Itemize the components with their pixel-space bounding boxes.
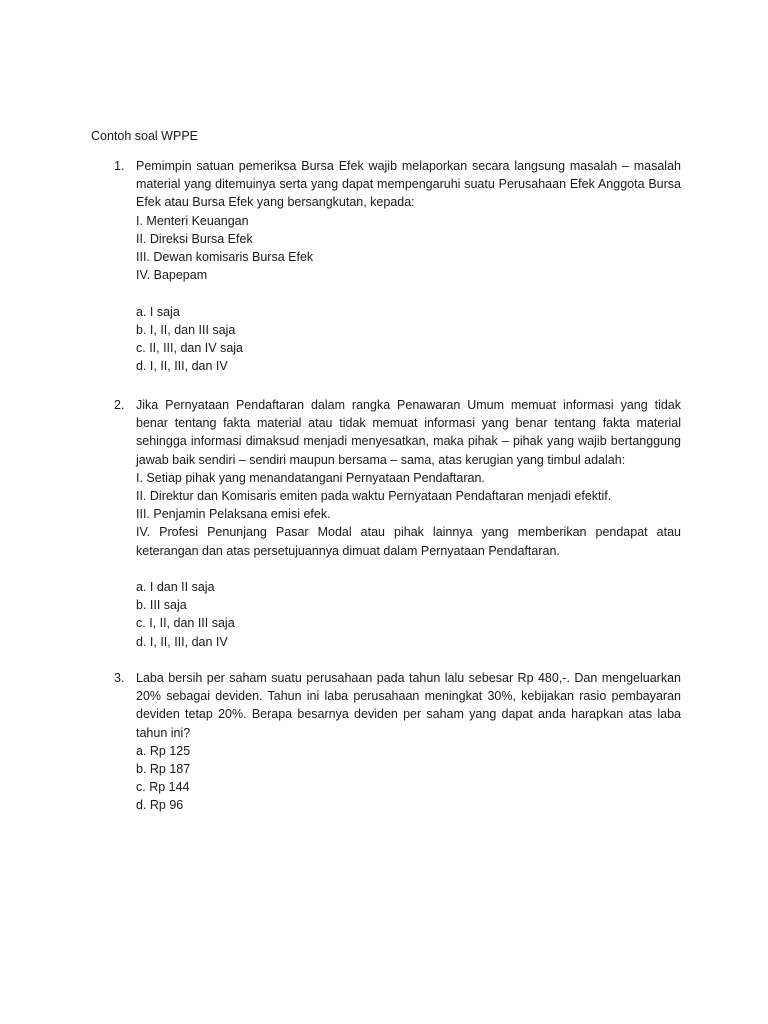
question-number: 2. — [114, 398, 125, 412]
answer-option: a. I saja — [136, 304, 180, 319]
document-title: Contoh soal WPPE — [91, 129, 198, 143]
statement-item: III. Penjamin Pelaksana emisi efek. — [136, 507, 331, 522]
statement-item: II. Direktur dan Komisaris emiten pada waktu Pernyataan Pendaftaran menjadi efektif. — [136, 489, 612, 504]
statement-item: I. Setiap pihak yang menandatangani Pernyataan Pendaftaran. — [136, 470, 485, 485]
question-2 — [91, 396, 681, 651]
answer-option: d. I, II, III, dan IV — [136, 634, 228, 649]
question-body — [136, 157, 681, 375]
question-1 — [91, 157, 681, 375]
question-3 — [91, 669, 681, 815]
answer-option: c. I, II, dan III saja — [136, 616, 235, 631]
question-body — [136, 396, 681, 651]
answer-option: d. I, II, III, dan IV — [136, 359, 228, 374]
answer-option: a. I dan II saja — [136, 580, 215, 595]
answer-option: c. II, III, dan IV saja — [136, 341, 243, 356]
question-text: Pemimpin satuan pemeriksa Bursa Efek wajib melaporkan secara langsung masalah – masalah material yang ditemuinya serta yang dapat mempengaruhi suatu Perusahaan Efek Anggota Bursa Efek atau Bursa Efek yang bersangkutan, kepada: — [136, 159, 681, 210]
answer-option: a. Rp 125 — [136, 743, 191, 758]
statement-item: II. Direksi Bursa Efek — [136, 231, 253, 246]
answer-option: b. III saja — [136, 598, 187, 613]
answer-option: b. I, II, dan III saja — [136, 322, 236, 337]
question-body — [136, 669, 681, 815]
statement-item: IV. Bapepam — [136, 268, 208, 283]
answer-option: c. Rp 144 — [136, 780, 190, 795]
question-number: 3. — [114, 671, 125, 685]
answer-option: d. Rp 96 — [136, 798, 184, 813]
question-number: 1. — [114, 159, 125, 173]
answer-option: b. Rp 187 — [136, 762, 191, 777]
question-text: Laba bersih per saham suatu perusahaan pada tahun lalu sebesar Rp 480,-. Dan mengeluarkan 20% sebagai deviden. Tahun ini laba perusahaan meningkat 30%, kebijakan rasio pembayaran deviden tetap 20%. Berapa besarnya deviden per saham yang dapat anda harapkan atas laba tahun ini? — [136, 671, 681, 740]
question-text: Jika Pernyataan Pendaftaran dalam rangka Penawaran Umum memuat informasi yang tidak benar tentang fakta material atau tidak memuat informasi yang benar tentang fakta material sehingga informasi dimaksud menjadi menyesatkan, maka pihak – pihak yang wajib bertanggung jawab baik sendiri – sendiri maupun bersama – sama, atas kerugian yang timbul adalah: — [136, 398, 681, 467]
statement-item: III. Dewan komisaris Bursa Efek — [136, 250, 314, 265]
statement-item: I. Menteri Keuangan — [136, 213, 249, 228]
statement-item: IV. Profesi Penunjang Pasar Modal atau pihak lainnya yang memberikan pendapat atau keterangan dan atas persetujuannya dimuat dalam Pernyataan Pendaftaran. — [136, 525, 681, 558]
